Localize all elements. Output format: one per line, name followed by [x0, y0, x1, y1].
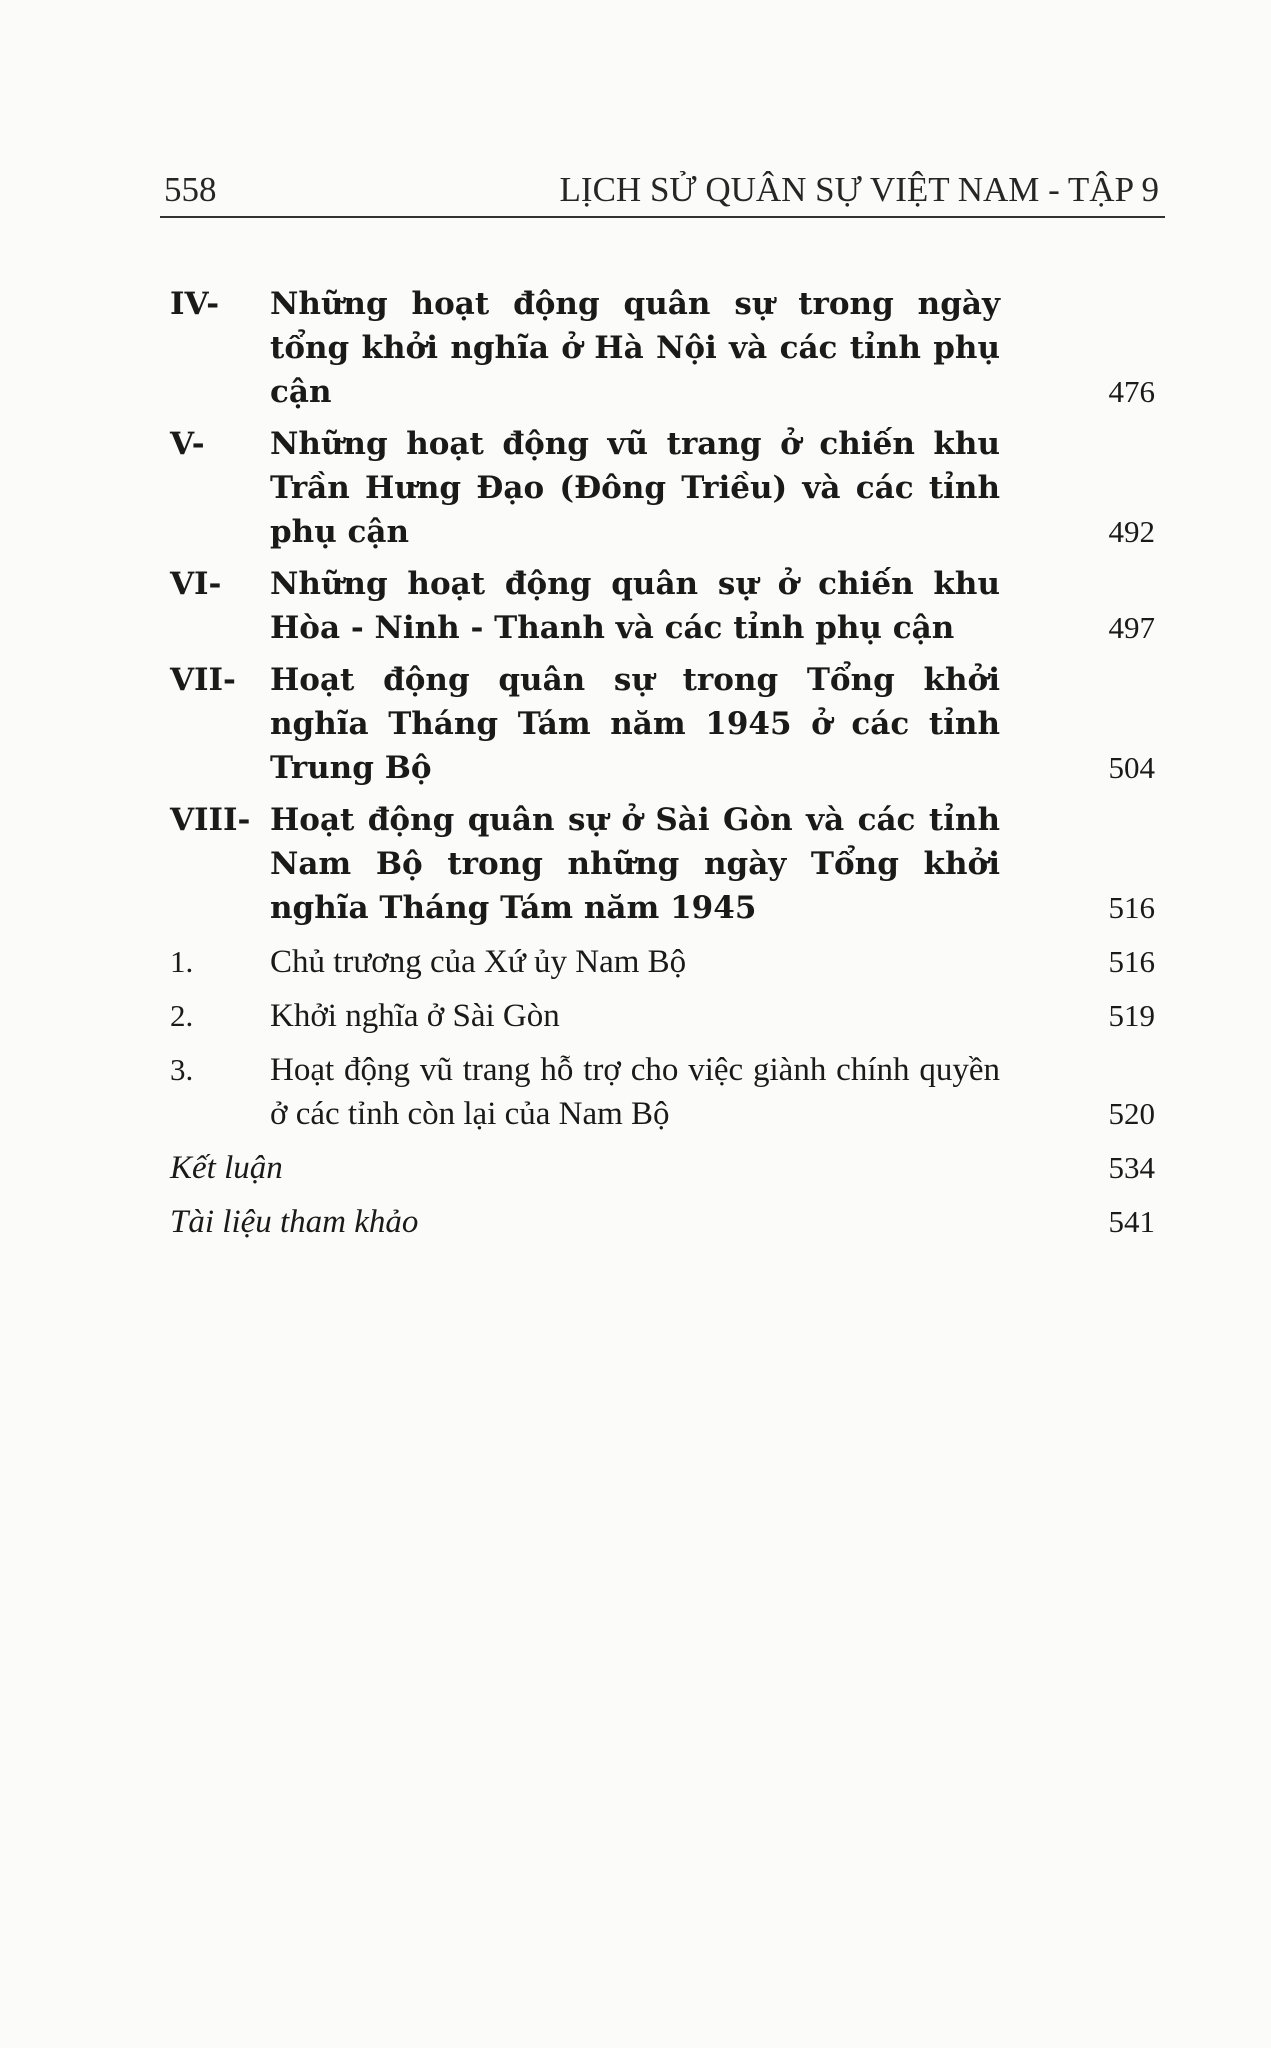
toc-entry-number: V- [170, 426, 205, 462]
toc-entry-title: Kết luận [170, 1150, 283, 1186]
toc-entry-title: Hoạt động quân sự trong Tổng khởi nghĩa Tháng Tám năm 1945 ở các tỉnh Trung Bộ [270, 662, 1000, 786]
toc-entry-page: 492 [1108, 514, 1155, 549]
toc-entry-title: Những hoạt động quân sự ở chiến khu Hòa - Ninh - Thanh và các tỉnh phụ cận [270, 566, 1000, 646]
toc-entry-title: Tài liệu tham khảo [170, 1204, 419, 1240]
toc-entry-number: 3. [170, 1052, 194, 1087]
toc-entry-page: 504 [1108, 750, 1155, 785]
toc-entry-title: Khởi nghĩa ở Sài Gòn [270, 998, 560, 1034]
toc-entry-1 [170, 940, 1155, 984]
page-number: 558 [164, 170, 217, 209]
toc-entry-vii [170, 658, 1155, 790]
toc-entry-tai-lieu [170, 1200, 1155, 1244]
toc-entry-number: 1. [170, 944, 194, 979]
toc-entry-page: 519 [1108, 998, 1155, 1033]
toc-entry-page: 534 [1108, 1150, 1155, 1185]
table-of-contents [170, 282, 1155, 1244]
toc-entry-number: VII- [170, 662, 236, 698]
toc-entry-page: 541 [1108, 1204, 1155, 1239]
toc-entry-title: Chủ trương của Xứ ủy Nam Bộ [270, 944, 687, 980]
toc-entry-number: VIII- [170, 802, 251, 838]
toc-entry-title: Những hoạt động quân sự trong ngày tổng khởi nghĩa ở Hà Nội và các tỉnh phụ cận [270, 286, 1000, 410]
toc-entry-v [170, 422, 1155, 554]
toc-entry-number: 2. [170, 998, 194, 1033]
toc-entry-number: VI- [170, 566, 222, 602]
toc-entry-page: 516 [1108, 890, 1155, 925]
toc-entry-iv [170, 282, 1155, 414]
toc-entry-title: Những hoạt động vũ trang ở chiến khu Trần Hưng Đạo (Đông Triều) và các tỉnh phụ cận [270, 426, 1000, 550]
toc-entry-page: 520 [1108, 1096, 1155, 1131]
toc-entry-page: 516 [1108, 944, 1155, 979]
toc-entry-ket-luan [170, 1146, 1155, 1190]
toc-entry-2 [170, 994, 1155, 1038]
toc-entry-page: 476 [1108, 374, 1155, 409]
toc-entry-title: Hoạt động vũ trang hỗ trợ cho việc giành chính quyền ở các tỉnh còn lại của Nam Bộ [270, 1052, 1000, 1132]
toc-entry-vi [170, 562, 1155, 650]
toc-entry-viii [170, 798, 1155, 930]
toc-entry-number: IV- [170, 286, 220, 322]
toc-entry-page: 497 [1108, 610, 1155, 645]
toc-entry-3 [170, 1048, 1155, 1136]
page-header [160, 166, 1165, 214]
toc-entry-title: Hoạt động quân sự ở Sài Gòn và các tỉnh Nam Bộ trong những ngày Tổng khởi nghĩa Tháng Tám năm 1945 [270, 802, 1000, 926]
running-title: LỊCH SỬ QUÂN SỰ VIỆT NAM - TẬP 9 [559, 170, 1159, 209]
header-rule [160, 216, 1165, 218]
book-page [160, 0, 1165, 2048]
